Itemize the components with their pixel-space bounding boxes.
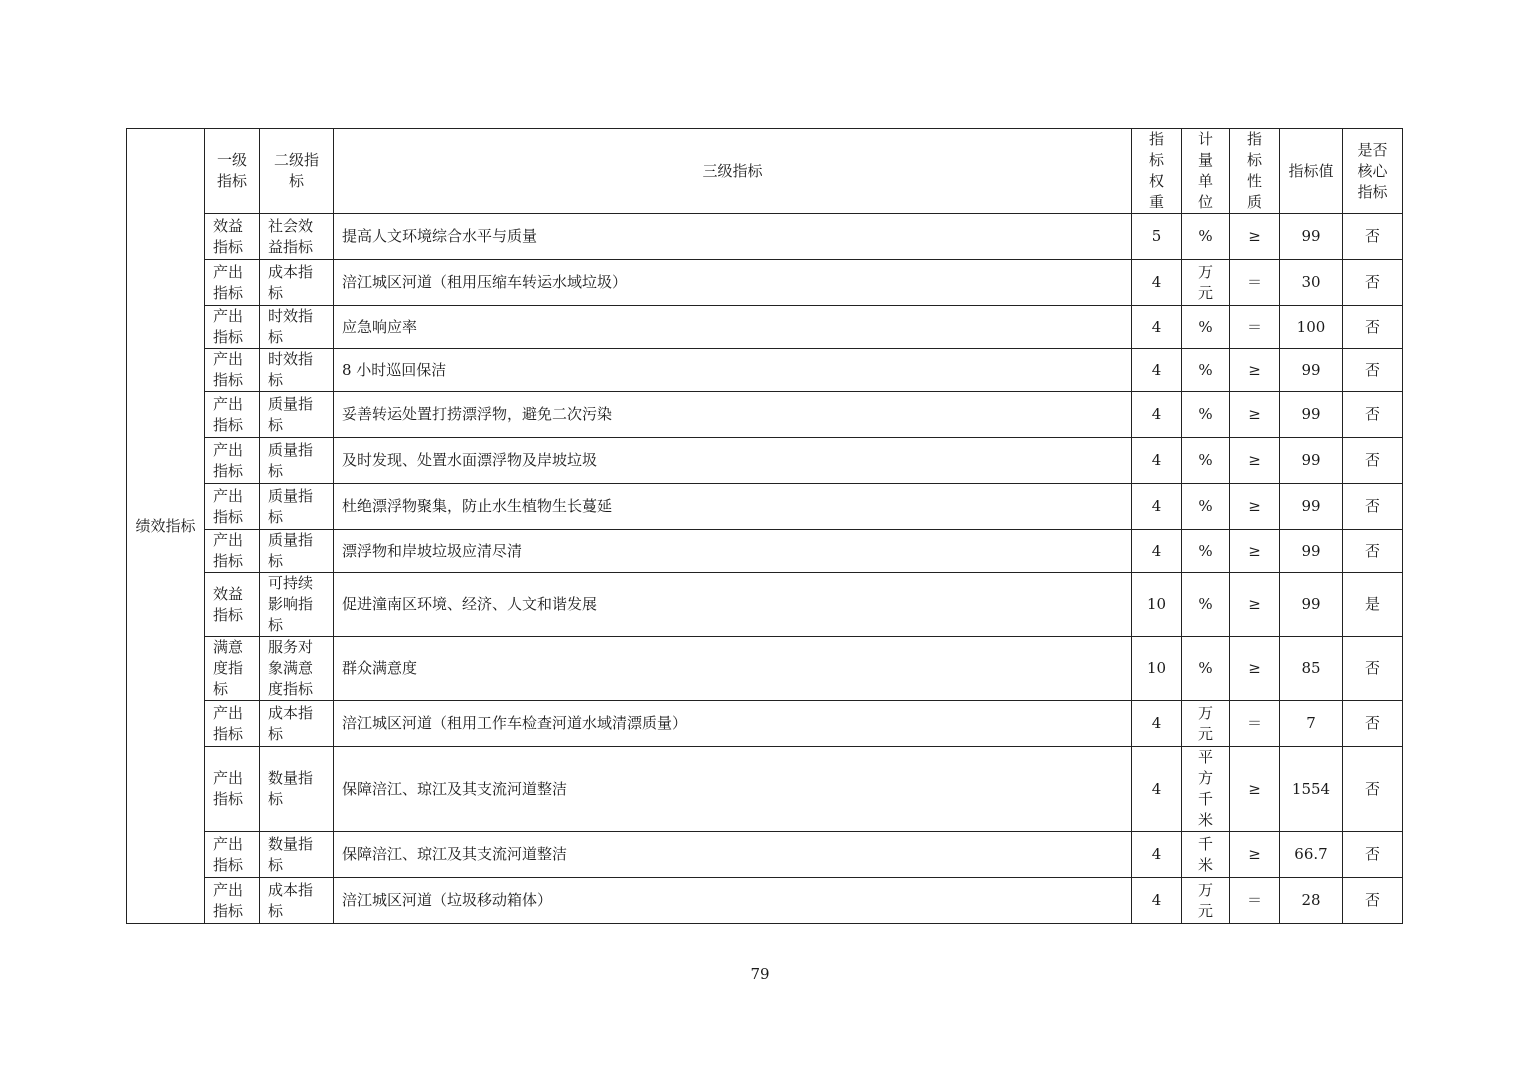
weight-cell: 4	[1132, 484, 1182, 530]
weight-cell: 4	[1132, 878, 1182, 924]
value-cell: 28	[1280, 878, 1343, 924]
level3-cell: 8 小时巡回保洁	[334, 349, 1132, 392]
level2-cell: 质量指标	[260, 530, 334, 573]
nature-cell: ＝	[1230, 878, 1280, 924]
level3-cell: 涪江城区河道（租用压缩车转运水域垃圾）	[334, 260, 1132, 306]
value-cell: 100	[1280, 306, 1343, 349]
level3-cell: 保障涪江、琼江及其支流河道整洁	[334, 747, 1132, 832]
table-row	[127, 832, 1403, 878]
core-cell: 否	[1343, 747, 1403, 832]
unit-cell: %	[1198, 541, 1213, 560]
level1-cell: 产出指标	[205, 438, 260, 484]
level2-cell: 服务对象满意度指标	[260, 637, 334, 701]
value-cell: 7	[1280, 701, 1343, 747]
side-label: 绩效指标	[127, 129, 205, 924]
nature-cell: ≥	[1230, 438, 1280, 484]
value-cell: 99	[1280, 573, 1343, 637]
core-cell: 否	[1343, 260, 1403, 306]
level2-cell: 成本指标	[260, 878, 334, 924]
level2-cell: 质量指标	[260, 392, 334, 438]
value-cell: 99	[1280, 214, 1343, 260]
core-cell: 否	[1343, 214, 1403, 260]
table-row	[127, 878, 1403, 924]
value-cell: 99	[1280, 530, 1343, 573]
value-cell: 85	[1280, 637, 1343, 701]
level1-cell: 产出指标	[205, 484, 260, 530]
level3-cell: 保障涪江、琼江及其支流河道整洁	[334, 832, 1132, 878]
level2-cell: 时效指标	[260, 306, 334, 349]
core-cell: 否	[1343, 530, 1403, 573]
level2-cell: 可持续影响指标	[260, 573, 334, 637]
nature-cell: ≥	[1230, 392, 1280, 438]
value-cell: 99	[1280, 392, 1343, 438]
level1-cell: 产出指标	[205, 306, 260, 349]
header-unit: 计量单位	[1197, 130, 1213, 211]
level2-cell: 数量指标	[260, 747, 334, 832]
level1-cell: 产出指标	[205, 701, 260, 747]
unit-cell: %	[1198, 659, 1213, 677]
core-cell: 否	[1343, 701, 1403, 747]
weight-cell: 4	[1132, 260, 1182, 306]
level3-cell: 提高人文环境综合水平与质量	[334, 214, 1132, 260]
level3-cell: 及时发现、处置水面漂浮物及岸坡垃圾	[334, 438, 1132, 484]
table-row	[127, 573, 1403, 637]
weight-cell: 10	[1132, 573, 1182, 637]
table-row	[127, 349, 1403, 392]
level1-cell: 产出指标	[205, 349, 260, 392]
unit-cell: %	[1198, 497, 1213, 515]
level3-cell: 应急响应率	[334, 306, 1132, 349]
level1-cell: 效益指标	[205, 573, 260, 637]
nature-cell: ≥	[1230, 832, 1280, 878]
level2-cell: 成本指标	[260, 260, 334, 306]
nature-cell: ≥	[1230, 349, 1280, 392]
nature-cell: ≥	[1230, 214, 1280, 260]
nature-cell: ≥	[1230, 747, 1280, 832]
weight-cell: 4	[1132, 747, 1182, 832]
unit-cell: 万元	[1197, 703, 1213, 743]
header-core: 是否核心指标	[1343, 129, 1403, 214]
core-cell: 否	[1343, 438, 1403, 484]
unit-cell: 平方千米	[1197, 748, 1213, 829]
header-row	[127, 129, 1403, 214]
core-cell: 否	[1343, 306, 1403, 349]
level1-cell: 效益指标	[205, 214, 260, 260]
level3-cell: 促进潼南区环境、经济、人文和谐发展	[334, 573, 1132, 637]
level1-cell: 产出指标	[205, 260, 260, 306]
weight-cell: 4	[1132, 349, 1182, 392]
nature-cell: ≥	[1230, 637, 1280, 701]
level1-cell: 满意度指标	[205, 637, 260, 701]
weight-cell: 10	[1132, 637, 1182, 701]
nature-cell: ≥	[1230, 530, 1280, 573]
level2-cell: 社会效益指标	[260, 214, 334, 260]
page-number: 79	[750, 965, 770, 983]
table-row	[127, 530, 1403, 573]
weight-cell: 4	[1132, 530, 1182, 573]
weight-cell: 4	[1132, 832, 1182, 878]
level1-cell: 产出指标	[205, 747, 260, 832]
level3-cell: 群众满意度	[334, 637, 1132, 701]
level2-cell: 成本指标	[260, 701, 334, 747]
core-cell: 否	[1343, 878, 1403, 924]
level1-cell: 产出指标	[205, 878, 260, 924]
value-cell: 99	[1280, 484, 1343, 530]
weight-cell: 5	[1132, 214, 1182, 260]
value-cell: 1554	[1280, 747, 1343, 832]
header-level3: 三级指标	[334, 129, 1132, 214]
value-cell: 99	[1280, 438, 1343, 484]
unit-cell: %	[1198, 451, 1213, 469]
unit-cell: %	[1198, 360, 1213, 379]
unit-cell: %	[1198, 227, 1213, 245]
level2-cell: 质量指标	[260, 484, 334, 530]
value-cell: 66.7	[1280, 832, 1343, 878]
level2-cell: 数量指标	[260, 832, 334, 878]
table-row	[127, 214, 1403, 260]
level3-cell: 杜绝漂浮物聚集，防止水生植物生长蔓延	[334, 484, 1132, 530]
weight-cell: 4	[1132, 701, 1182, 747]
table-row	[127, 637, 1403, 701]
level2-cell: 质量指标	[260, 438, 334, 484]
level1-cell: 产出指标	[205, 530, 260, 573]
unit-cell: %	[1198, 595, 1213, 613]
core-cell: 是	[1343, 573, 1403, 637]
unit-cell: 千米	[1197, 834, 1213, 874]
value-cell: 99	[1280, 349, 1343, 392]
level3-cell: 漂浮物和岸坡垃圾应清尽清	[334, 530, 1132, 573]
core-cell: 否	[1343, 637, 1403, 701]
unit-cell: 万元	[1197, 880, 1213, 920]
weight-cell: 4	[1132, 306, 1182, 349]
nature-cell: ≥	[1230, 484, 1280, 530]
weight-cell: 4	[1132, 392, 1182, 438]
level3-cell: 涪江城区河道（租用工作车检查河道水域清漂质量）	[334, 701, 1132, 747]
level3-cell: 涪江城区河道（垃圾移动箱体）	[334, 878, 1132, 924]
unit-cell: %	[1198, 405, 1213, 423]
unit-cell: %	[1198, 317, 1213, 336]
weight-cell: 4	[1132, 438, 1182, 484]
header-level1: 一级指标	[205, 129, 260, 214]
table-row	[127, 306, 1403, 349]
table-row	[127, 484, 1403, 530]
nature-cell: ＝	[1230, 260, 1280, 306]
value-cell: 30	[1280, 260, 1343, 306]
core-cell: 否	[1343, 832, 1403, 878]
table-row	[127, 701, 1403, 747]
table-row	[127, 438, 1403, 484]
core-cell: 否	[1343, 484, 1403, 530]
nature-cell: ＝	[1230, 306, 1280, 349]
table-row	[127, 392, 1403, 438]
level2-cell: 时效指标	[260, 349, 334, 392]
core-cell: 否	[1343, 392, 1403, 438]
level1-cell: 产出指标	[205, 832, 260, 878]
header-level2: 二级指标	[260, 129, 334, 214]
nature-cell: ≥	[1230, 573, 1280, 637]
header-value: 指标值	[1280, 129, 1343, 214]
table-row	[127, 260, 1403, 306]
performance-indicator-table	[126, 128, 1403, 924]
core-cell: 否	[1343, 349, 1403, 392]
header-nature: 指标性质	[1246, 130, 1262, 211]
level3-cell: 妥善转运处置打捞漂浮物，避免二次污染	[334, 392, 1132, 438]
level1-cell: 产出指标	[205, 392, 260, 438]
table-row	[127, 747, 1403, 832]
nature-cell: ＝	[1230, 701, 1280, 747]
unit-cell: 万元	[1197, 262, 1213, 302]
header-weight: 指标权重	[1148, 130, 1164, 211]
